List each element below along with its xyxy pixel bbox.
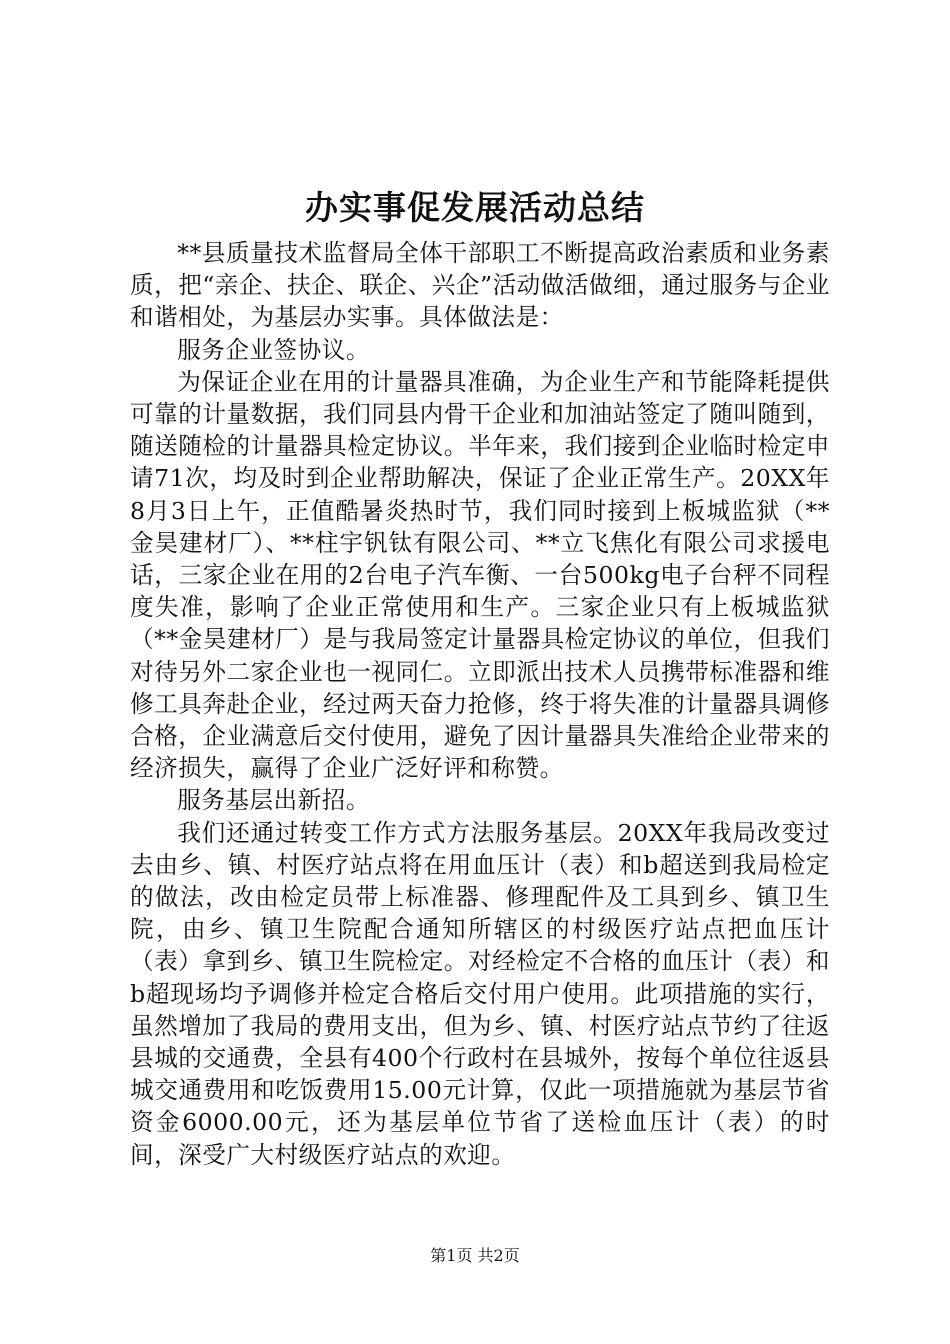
paragraph-grassroots-service: 我们还通过转变工作方式方法服务基层。20XX年我局改变过去由乡、镇、村医疗站点将在用血压计（表）和b超送到我局检定的做法，改由检定员带上标准器、修理配件及工具到乡、镇卫生院，由乡、镇卫生院配合通知所辖区的村级医疗站点把血压计（表）拿到乡、镇卫生院检定。对经检定不合格的血压计（表）和b超现场均予调修并检定合格后交付用户使用。此项措施的实行，虽然增加了我局的费用支出，但为乡、镇、村医疗站点节约了往返县城的交通费，全县有400个行政村在县城外，按每个单位往返县城交通费用和吃饭费用15.00元计算，仅此一项措施就为基层节省资金6000.00元，还为基层单位节省了送检血压计（表）的时间，深受广大村级医疗站点的欢迎。 (130, 818, 830, 1169)
paragraph-enterprise-service: 为保证企业在用的计量器具准确，为企业生产和节能降耗提供可靠的计量数据，我们同县内骨干企业和加油站签定了随叫随到，随送随检的计量器具检定协议。半年来，我们接到企业临时检定申请71次，均及时到企业帮助解决，保证了企业正常生产。20XX年8月3日上午，正值酷暑炎热时节，我们同时接到上板城监狱（**金昊建材厂）、**柱宇钒钛有限公司、**立飞焦化有限公司求援电话，三家企业在用的2台电子汽车衡、一台500kg电子台秤不同程度失准，影响了企业正常使用和生产。三家企业只有上板城监狱（**金昊建材厂）是与我局签定计量器具检定协议的单位，但我们对待另外二家企业也一视同仁。立即派出技术人员携带标准器和维修工具奔赴企业，经过两天奋力抢修，终于将失准的计量器具调修合格，企业满意后交付使用，避免了因计量器具失准给企业带来的经济损失，赢得了企业广泛好评和称赞。 (130, 367, 830, 783)
document-title: 办实事促发展活动总结 (305, 188, 645, 227)
document-body (130, 237, 830, 1171)
section-heading-enterprise-agreement: 服务企业签协议。 (177, 335, 370, 364)
page-number-footer: 第1页 共2页 (430, 1246, 520, 1265)
section-heading-grassroots-new-measures: 服务基层出新招。 (177, 786, 370, 815)
paragraph-intro: **县质量技术监督局全体干部职工不断提高政治素质和业务素质，把“亲企、扶企、联企、兴企”活动做活做细，通过服务与企业和谐相处，为基层办实事。具体做法是： (130, 239, 830, 332)
